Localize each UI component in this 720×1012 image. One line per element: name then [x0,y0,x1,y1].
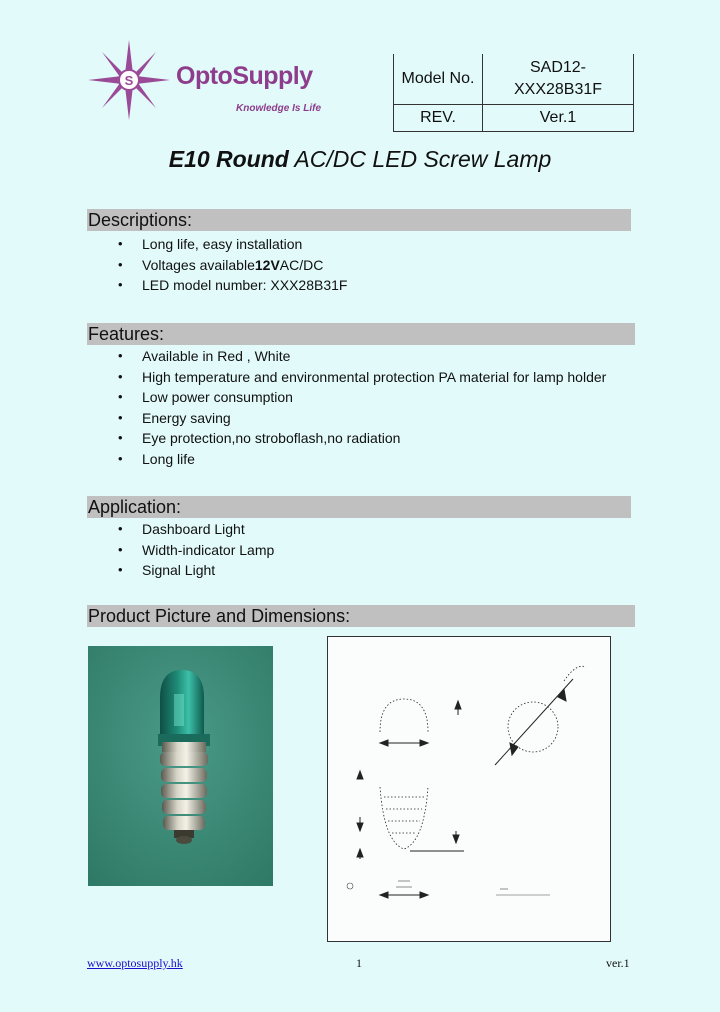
product-photo [88,646,273,886]
footer-version: ver.1 [606,956,630,970]
product-heading: Product Picture and Dimensions: [87,605,635,627]
svg-text:S: S [124,73,134,88]
model-value [483,54,634,105]
rev-value: Ver.1 [483,105,634,132]
features-heading: Features: [87,323,635,345]
brand-name: OptoSupply [176,62,313,90]
model-value-line2: XXX28B31F [513,81,603,98]
list-item: • Available in Red , White [118,346,606,367]
voltage-prefix: Voltages available [142,256,255,273]
descriptions-heading: Descriptions: [87,209,631,231]
compass-star-icon [86,38,172,122]
page-title [0,146,720,173]
brand-tagline: Knowledge Is Life [236,103,322,114]
list-item: • Eye protection,no stroboflash,no radiation [118,428,606,449]
list-item: • Dashboard Light [118,519,274,540]
dimension-diagram [328,637,610,941]
application-list [118,519,274,581]
list-item [118,255,347,276]
dimension-drawing [327,636,611,942]
title-rest: AC/DC LED Screw Lamp [288,146,552,172]
voltage-suffix: AC/DC [279,256,324,273]
model-label: Model No. [394,54,483,105]
list-item: • Signal Light [118,560,274,581]
rev-label: REV. [394,105,483,132]
website-link[interactable]: www.optosupply.hk [87,956,183,970]
page-number: 1 [356,956,362,970]
application-heading: Application: [87,496,631,518]
list-item: • Energy saving [118,408,606,429]
brand-logo [86,38,326,122]
title-bold: E10 Round [168,146,289,172]
list-item: • LED model number: XXX28B31F [118,275,347,296]
list-item: • Long life, easy installation [118,234,347,255]
model-info-table [393,54,634,132]
features-list [118,346,606,469]
list-item: • High temperature and environmental protection PA material for lamp holder [118,367,606,388]
voltage-value: 12V [254,256,280,273]
list-item: • Width-indicator Lamp [118,540,274,561]
descriptions-list [118,234,347,296]
footer-link-wrap [87,956,183,971]
list-item: • Long life [118,449,606,470]
list-item: • Low power consumption [118,387,606,408]
model-value-line1: SAD12- [529,59,587,76]
